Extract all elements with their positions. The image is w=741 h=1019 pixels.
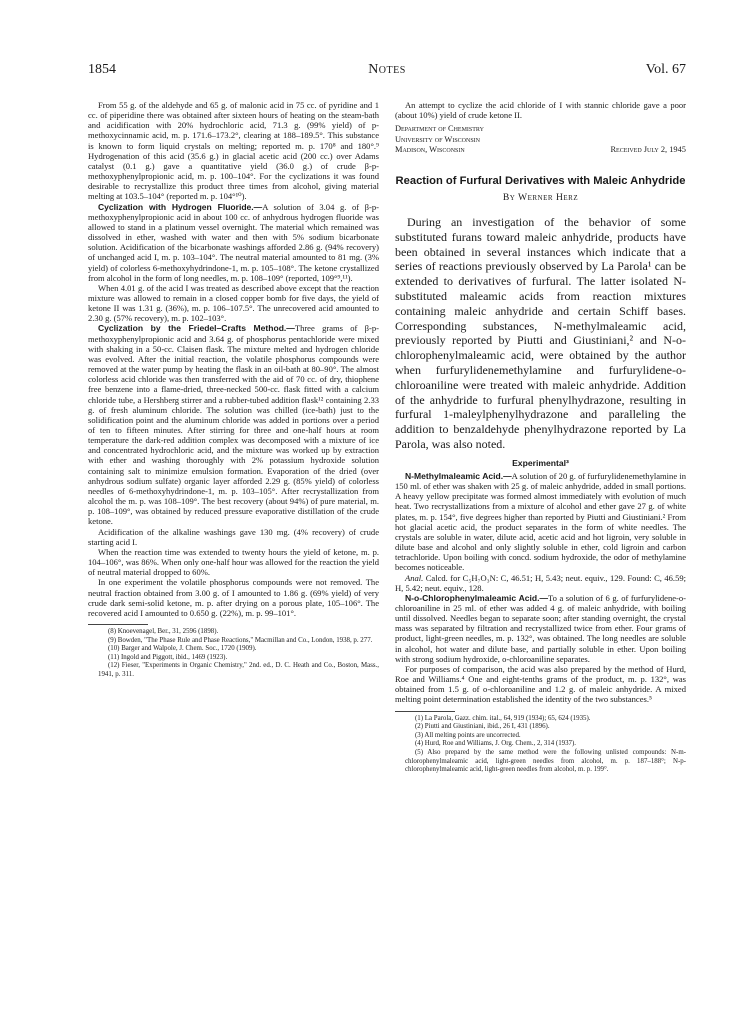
run-in-heading: N-Methylmaleamic Acid.— [405,470,512,481]
right-column [395,100,686,775]
paragraph: Acidification of the alkaline washings gave 130 mg. (4% recovery) of crude starting acid I. [88,526,379,547]
intro-paragraph: During an investigation of the behavior of some substituted furans toward maleic anhydride, products have been obtained in several instances which indicate that a series of reactions previously observed by La Parola¹ can be extended to derivatives of furfural. The latter isolated N-substituted maleamic acids from reaction mixtures containing maleic anhydride and certain Schiff bases. Corresponding substances, N-methylmaleamic acid, previously reported by Piutti and Giustiniani,² and N-o-chlorophenylmaleamic acid, were obtained by the author when furfurylidenemethylamine and furfurylidene-o-chloroaniline were treated with maleic anhydride. Addition of the anhydride to furfural phenylhydrazone, resulting in furfural 1-maleylphenylhydrazone and paralleling the addition to benzaldehyde phenylhydrazone reported by La Parola, was also noted. [395,215,686,452]
paragraph: In one experiment the volatile phosphorus compounds were not removed. The neutral fraction obtained from 3.00 g. of I amounted to 1.86 g. (69% yield) of very crude dark semi-solid ketone, m. p. after drying on a porous plate, 105–106°. The recovered acid I amounted to 0.650 g. (22%), m. p. 99–101°. [88,577,379,618]
footnote: (11) Ingold and Piggott, ibid., 1469 (1923). [108,653,228,661]
footnote: (8) Knoevenagel, Ber., 31, 2596 (1898). [108,627,219,635]
paragraph: For purposes of comparison, the acid was also prepared by the method of Hurd, Roe and Williams.⁴ One and eight-tenths grams of the product, m. p. 132°, was obtained from 1.5 g. of o-chloroaniline and 1.2 g. of maleic anhydride. A mixed melting point determination established the identity of the two substances.⁵ [395,663,686,705]
paragraph [88,323,379,526]
paragraph [395,573,686,593]
footnote: (4) Hurd, Roe and Williams, J. Org. Chem., 2, 314 (1937). [415,740,576,748]
page-header [88,62,686,80]
footnote: (2) Piutti and Giustiniani, ibid., 26 I, 431 (1896). [415,723,550,731]
journal-page [88,62,686,774]
footnote-rule [88,624,148,625]
paragraph: An attempt to cyclize the acid chloride of I with stannic chloride gave a poor (about 10%) yield of crude ketone II. [395,100,686,121]
received-date: Received July 2, 1945 [610,144,686,154]
paragraph [88,202,379,283]
paragraph-text: A solution of 20 g. of furfurylidenemethylamine in 150 ml. of ether was shaken with 25 g. of maleic anhydride, added in small portions. A heavy yellow precipitate was formed almost immediately with evolution of much heat. Two recrystallizations from a mixture of alcohol and ether gave 27 g. of white plates, m. p. 154°, five degrees higher than reported by Piutti and Giustiniani.² From hot glacial acetic acid, the product separates in the form of white needles. The crystals are soluble in water, dilute acid, acetic acid and hot ligroin, very soluble in dilute base and alcohol and only slightly soluble in ether, cold ligroin and carbon tetrachloride. Upon boiling with concd. sodium hydroxide, the odor of methylamine becomes noticeable. [395,470,686,573]
footnote: (10) Barger and Walpole, J. Chem. Soc., 1720 (1909). [108,645,257,653]
run-in-heading: Cyclization with Hydrogen Fluoride.— [98,201,263,212]
paragraph-text: Three grams of β-p-methoxyphenylpropionic acid and 3.64 g. of phosphorus pentachloride were mixed with shaking in a 50-cc. Claisen flask. The mixture melted and hydrogen chloride was evolved. After the initial reaction, the volatile phosphorus compounds were removed at the water pump by heating the flask in an oil-bath at 80–90°. The almost colorless acid chloride was then transferred with the aid of 70 cc. of dry, thiophene free benzene into a flame-dried, three-necked 500-cc. flask fitted with a calcium chloride tube, a Hershberg stirrer and a rubber-tubed addition flask¹² containing 2.33 g. of fresh aluminum chloride. The solution was chilled (ice-bath) just to the solidification point and the aluminum chloride was added in portions over a period of ten to fifteen minutes. After stirring for three and one-half hours at room temperature the dark-red addition complex was decomposed with a mixture of ice and concentrated hydrochloric acid, and the mixture was worked up by extraction with ether and washing thoroughly with 2% potassium hydroxide solution containing salt to minimize emulsion formation. Evaporation of the dried (over anhydrous sodium sulfate) organic layer afforded 2.29 g. (85% yield) of colorless needles of 6-methoxyhydrindone-1, m. p. 103–105°. After recrystallization from alcohol the m. p. was 108–109°. The best recovery (about 94%) of pure material, m. p. 108–109°, was obtained by reduced pressure evaporative distillation of the crude ketone. [88,323,379,527]
affiliation-block [395,124,686,155]
footnote: (3) All melting points are uncorrected. [415,731,521,739]
running-title: Notes [368,62,406,77]
affiliation-line: Madison, Wisconsin [395,144,465,154]
footnote: (1) La Parola, Gazz. chim. ital., 64, 919 (1934); 65, 624 (1935). [415,714,591,722]
left-column [88,100,379,680]
author-byline: By Werner Herz [502,191,579,203]
footnote: (12) Fieser, "Experiments in Organic Chemistry," 2nd. ed., D. C. Heath and Co., Boston, Mass., 1941, p. 311. [98,662,379,678]
affiliation-line: University of Wisconsin [395,134,480,144]
run-in-heading: N-o-Chlorophenylmaleamic Acid.— [405,592,549,603]
run-in-heading: Cyclization by the Friedel–Crafts Method.— [98,323,295,334]
footnote: (9) Bowden, "The Phase Rule and Phase Reactions," Macmillan and Co., London, 1938, p. 277. [108,636,373,644]
introduction [395,215,686,452]
article-title: Reaction of Furfural Derivatives with Maleic Anhydride [395,174,686,187]
footnote-rule [395,711,455,712]
volume-label: Vol. 67 [645,62,686,77]
page-number: 1854 [88,62,116,77]
affiliation-line: Department of Chemistry [395,124,484,134]
paragraph: When the reaction time was extended to twenty hours the yield of ketone, m. p. 104–106°, was 86%. When only one-half hour was allowed for the reaction the yield of neutral material dropped to 60%. [88,546,379,578]
paragraph: From 55 g. of the aldehyde and 65 g. of malonic acid in 75 cc. of pyridine and 1 cc. of piperidine there was obtained after sixteen hours of heating on the steam-bath and acidification with 20% hydrochloric acid, 71.3 g. (99% yield) of p-methoxycinnamic acid, m. p. 171.6–173.2°, clearing at 188–189.5°. This substance is known to form liquid crystals on melting; reported m. p. 170⁸ and 180°.⁹ Hydrogenation of this acid (35.6 g.) in glacial acetic acid (200 cc.) over Adams catalyst (0.1 g.) gave a quantitative yield (36.0 g.) of crude β-p-methoxyphenylpropionic acid, m. p. 100–104°. For the cyclizations it was found desirable to recrystallize this product three times from alcohol, giving material melting at 103.5–104° (reported m. p. 104°¹⁰). [88,100,379,202]
paragraph [395,593,686,664]
paragraph [395,471,686,573]
footnote: (5) Also prepared by the same method were the following unlisted compounds: N-m-chlorophenylmaleamic acid, light-green needles from alcohol, m. p. 187–188°; N-p-chlorophenylmaleamic acid, light-green needles from alcohol, m. p. 199°. [405,748,686,774]
analysis-label: Anal. [405,572,424,583]
paragraph: When 4.01 g. of the acid I was treated as described above except that the reaction mixture was allowed to remain in a closed copper bomb for five days, the yield of ketone II was 1.31 g. (36%), m. p. 106–107.5°. The unrecovered acid amounted to 2.30 g. (57% recovery), m. p. 102–103°. [88,282,379,324]
section-heading: Experimental³ [512,457,569,468]
paragraph-text: Calcd. for C₅H₇O₃N: C, 46.51; H, 5.43; neut. equiv., 129. Found: C, 46.59; H, 5.42; neut. equiv., 128. [395,572,686,593]
paragraph-text: To a solution of 6 g. of furfurylidene-o-chloroaniline in 25 ml. of ether was added 4 g. of maleic anhydride, with boiling until dissolved. Needles began to separate soon; after standing overnight, the crystal mass was separated by filtration and recrystallized twice from ether. Four grams of product, light-green needles, m. p. 132°, was obtained. The long needles are soluble in alcohol, hot water and dilute base, and partially soluble in ether. Upon boiling with strong sodium hydroxide, o-chloroaniline separates. [395,592,686,664]
paragraph-text: A solution of 3.04 g. of β-p-methoxyphenylpropionic acid in about 100 cc. of anhydrous hydrogen fluoride was allowed to stand in a platinum vessel overnight. The material which remained was dissolved in ether, washed with water and then with 5% sodium bicarbonate solution. Acidification of the bicarbonate washings afforded 2.86 g. (94% recovery) of unchanged acid I, m. p. 103–104°. The neutral material amounted to 81 mg. (3% yield) of colorless 6-methoxyhydrindone-1, m. p. 105–108°. The ketone crystallized from alcohol in the form of long needles, m. p. 108–109° (reported, 109°⁹,¹¹). [88,201,379,283]
